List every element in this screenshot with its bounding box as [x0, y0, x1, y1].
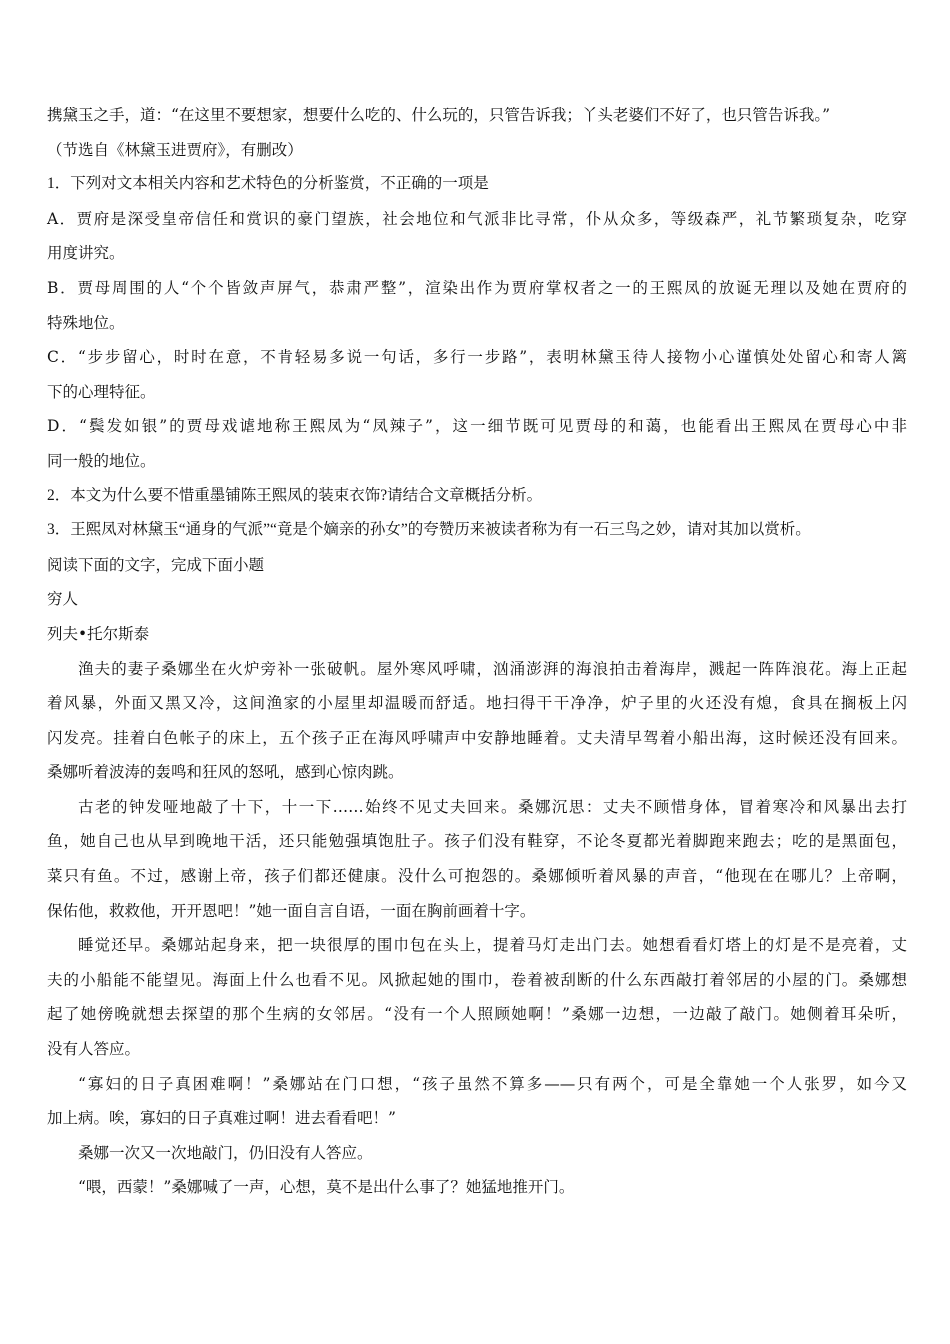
paragraph-line: 菜只有鱼。不过，感谢上帝，孩子们都还健康。没什么可抱怨的。桑娜倾听着风暴的声音，“他现在在哪儿？上帝啊，	[47, 867, 907, 886]
option-a-line-2: 用度讲究。	[47, 244, 125, 263]
document-page	[47, 98, 907, 1205]
passage-paragraph-3	[47, 928, 907, 1066]
question-2: 2．本文为什么要不惜重墨铺陈王熙凤的装束衣饰?请结合文章概括分析。	[47, 486, 543, 504]
paragraph-line: 没有人答应。	[47, 1040, 141, 1059]
passage-paragraph-1	[47, 652, 907, 790]
paragraph-line: 加上病。唉，寡妇的日子真难过啊！进去看看吧！”	[47, 1109, 396, 1128]
paragraph-line: 夫的小船能不能望见。海面上什么也看不见。风掀起她的围巾，卷着被刮断的什么东西敲打着邻居的小屋的门。桑娜想	[47, 970, 907, 989]
passage-title: 穷人	[47, 590, 79, 609]
option-c-line-1: C．“步步留心，时时在意，不肯轻易多说一句话，多行一步路”，表明林黛玉待人接物小心谨慎处处留心和寄人篱	[47, 348, 907, 367]
paragraph-line: 桑娜一次又一次地敲门，仍旧没有人答应。	[78, 1143, 373, 1162]
paragraph-line: 睡觉还早。桑娜站起身来，把一块很厚的围巾包在头上，提着马灯走出门去。她想看看灯塔上的灯是不是亮着，丈	[78, 936, 907, 955]
paragraph-line: 闪发亮。挂着白色帐子的床上，五个孩子正在海风呼啸声中安静地睡着。丈夫清早驾着小船出海，这时候还没有回来。	[47, 728, 907, 747]
option-b-line-1: B．贾母周围的人“个个皆敛声屏气，恭肃严整”，渲染出作为贾府掌权者之一的王熙凤的放诞无理以及她在贾府的	[47, 278, 907, 297]
option-d-line-2: 同一般的地位。	[47, 451, 156, 470]
paragraph-line: 保佑他，救救他，开开恩吧！”她一面自言自语，一面在胸前画着十字。	[47, 901, 536, 920]
reading-instruction: 阅读下面的文字，完成下面小题	[47, 555, 265, 574]
paragraph-line: “寡妇的日子真困难啊！”桑娜站在门口想，“孩子虽然不算多——只有两个，可是全靠她一个人张罗，如今又	[78, 1074, 907, 1093]
passage-paragraph-6	[47, 1170, 907, 1205]
option-c-line-2: 下的心理特征。	[47, 382, 156, 401]
question-1-stem: 1．下列对文本相关内容和艺术特色的分析鉴赏，不正确的一项是	[47, 175, 489, 193]
passage-paragraph-4	[47, 1067, 907, 1136]
paragraph-line: 古老的钟发哑地敲了十下，十一下……始终不见丈夫回来。桑娜沉思：丈夫不顾惜身体，冒着寒冷和风暴出去打	[78, 797, 907, 816]
option-a-line-1: A．贾府是深受皇帝信任和赏识的豪门望族，社会地位和气派非比寻常，仆从众多，等级森严，礼节繁琐复杂，吃穿	[47, 209, 907, 228]
paragraph-line: “喂，西蒙！”桑娜喊了一声，心想，莫不是出什么事了？她猛地推开门。	[78, 1178, 575, 1197]
passage-author: 列夫•托尔斯泰	[47, 624, 150, 643]
question-3: 3．王熙凤对林黛玉“通身的气派”“竟是个嫡亲的孙女”的夸赞历来被读者称为有一石三鸟之妙，请对其加以赏析。	[47, 521, 811, 539]
quote-line: 携黛玉之手，道：“在这里不要想家，想要什么吃的、什么玩的，只管告诉我；丫头老婆们不好了，也只管告诉我。”	[47, 106, 831, 124]
paragraph-line: 鱼，她自己也从早到晚地干活，还只能勉强填饱肚子。孩子们没有鞋穿，不论冬夏都光着脚跑来跑去；吃的是黑面包，	[47, 832, 907, 851]
source-note: （节选自《林黛玉进贾府》，有删改）	[47, 140, 303, 159]
paragraph-line: 桑娜听着波涛的轰鸣和狂风的怒吼，感到心惊肉跳。	[47, 763, 404, 782]
paragraph-line: 着风暴，外面又黑又冷，这间渔家的小屋里却温暖而舒适。地扫得干干净净，炉子里的火还没有熄，食具在搁板上闪	[47, 694, 907, 713]
passage-paragraph-2	[47, 790, 907, 928]
option-b-line-2: 特殊地位。	[47, 313, 125, 332]
paragraph-line: 渔夫的妻子桑娜坐在火炉旁补一张破帆。屋外寒风呼啸，汹涌澎湃的海浪拍击着海岸，溅起一阵阵浪花。海上正起	[78, 659, 907, 678]
option-d-line-1: D．“鬓发如银”的贾母戏谑地称王熙凤为“凤辣子”，这一细节既可见贾母的和蔼，也能看出王熙凤在贾母心中非	[47, 417, 907, 436]
paragraph-line: 起了她傍晚就想去探望的那个生病的女邻居。“没有一个人照顾她啊！”桑娜一边想，一边敲了敲门。她侧着耳朵听，	[47, 1005, 907, 1024]
passage-paragraph-5	[47, 1136, 907, 1171]
